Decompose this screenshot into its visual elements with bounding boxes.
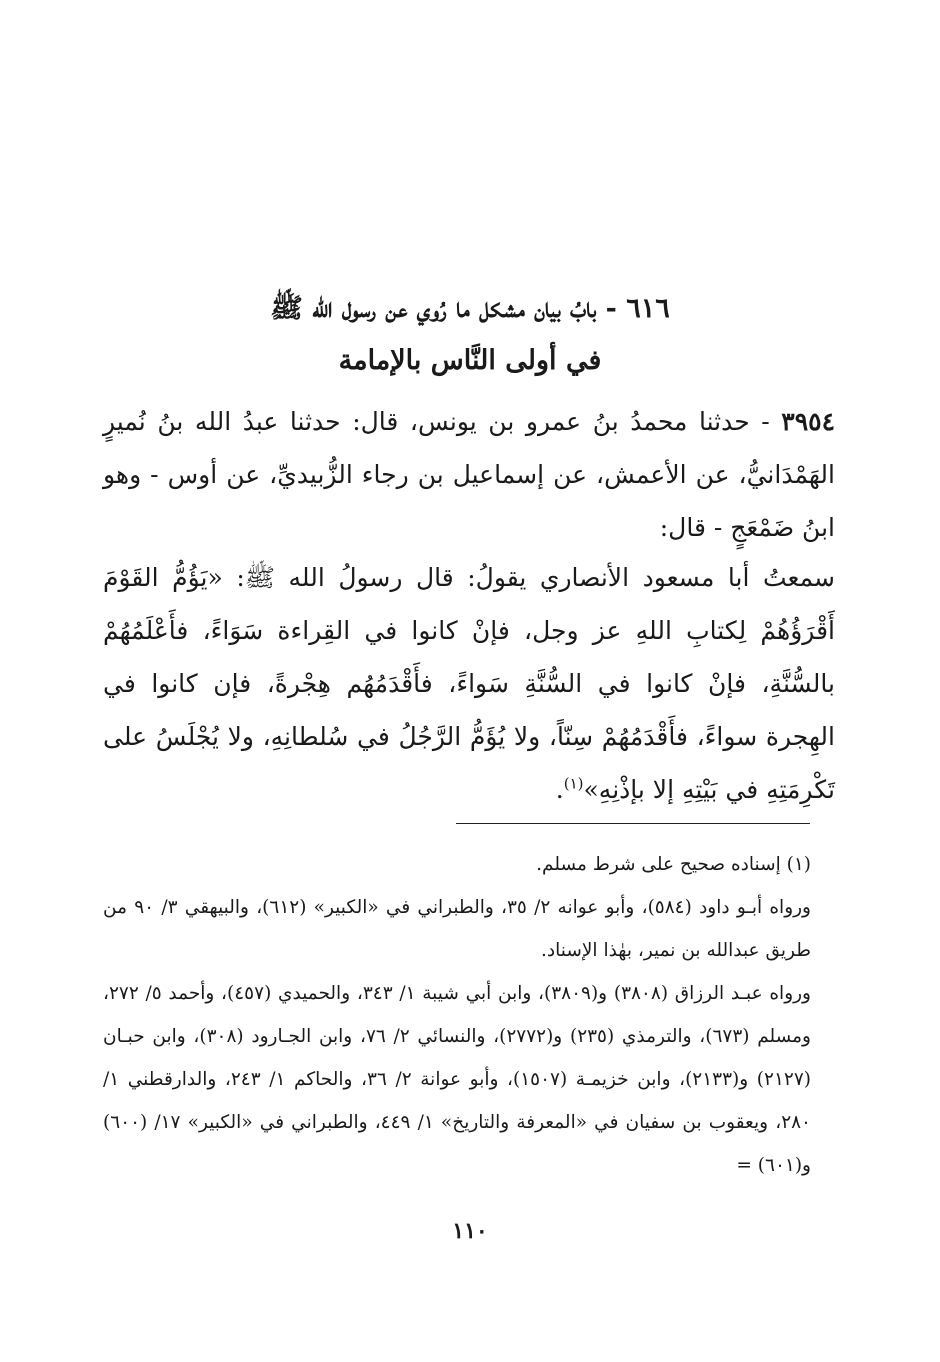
hadith-isnad: - حدثنا محمدُ بنُ عمرو بن يونس، قال: حدثنا عبدُ الله بنُ نُميرٍ الهَمْدَانيُّ، عن الأعمش، عن إسماعيل بن رجاء الزُّبيديِّ، عن أوس - وهو ابنُ ضَمْعَجٍ - قال: xyxy=(103,407,835,542)
chapter-title: ٦١٦ - بابُ بيان مشكل ما رُوي عن رسول الله ﷺ xyxy=(270,293,670,324)
footnote-separator xyxy=(456,823,810,824)
footnote-1: (١) إسناده صحيح على شرط مسلم. xyxy=(536,854,811,875)
hadith-end-mark: . xyxy=(555,775,564,804)
page-number: ١١٠ xyxy=(452,1218,488,1244)
hadith-isnad-paragraph xyxy=(103,395,835,554)
hadith-matn: سمعتُ أبا مسعود الأنصاري يقولُ: قال رسولُ الله ﷺ: «يَؤُمُّ القَوْمَ أَقْرَؤُهُمْ لِكتابِ اللهِ عز وجل، فإنْ كانوا في القِراءة سَوَاءً، فأَعْلَمُهُمْ بالسُّنَّةِ، فإنْ كانوا في السُّنَّةِ سَواءً، فأَقْدَمُهُم هِجْرةً، فإن كانوا في الهِجرة سواءً، فأَقْدَمُهُمْ سِنّاً، ولا يُؤَمُّ الرَّجُلُ في سُلطانِهِ، ولا يُجْلَسُ على تَكْرِمَتِهِ في بَيْتِهِ إلا بإذْنِهِ» xyxy=(103,563,835,804)
hadith-number: ٣٩٥٤ xyxy=(781,407,835,436)
hadith-matn-paragraph xyxy=(103,551,835,816)
footnote-1-sources-a: ورواه أبـو داود (٥٨٤)، وأبو عوانه ٢/ ٣٥، والطبراني في «الكبير» (٦١٢)، والبيهقي ٣/ ٩٠ من طريق عبدالله بن نمير، بهٰذا الإسناد. xyxy=(103,897,811,961)
footnote-reference[interactable]: (١) xyxy=(563,774,584,793)
footnote-1-sources-b: ورواه عبـد الرزاق (٣٨٠٨) و(٣٨٠٩)، وابن أبي شيبة ١/ ٣٤٣، والحميدي (٤٥٧)، وأحمد ٥/ ٢٧٢، ومسلم (٦٧٣)، والترمذي (٢٣٥) و(٢٧٧٢)، والنسائي ٢/ ٧٦، وابن الجـارود (٣٠٨)، وابن حبـان (٢١٢٧) و(٢١٣٣)، وابن خزيمـة (١٥٠٧)، وأبو عوانة ٢/ ٣٦، والحاكم ١/ ٢٤٣، والدارقطني ١/ ٢٨٠، ويعقوب بن سفيان في «المعرفة والتاريخ» ١/ ٤٤٩، والطبراني في «الكبير» ١٧/ (٦٠٠) و(٦٠١) = xyxy=(103,983,811,1176)
chapter-subtitle: في أولى النَّاس بالإمامة xyxy=(338,345,602,376)
